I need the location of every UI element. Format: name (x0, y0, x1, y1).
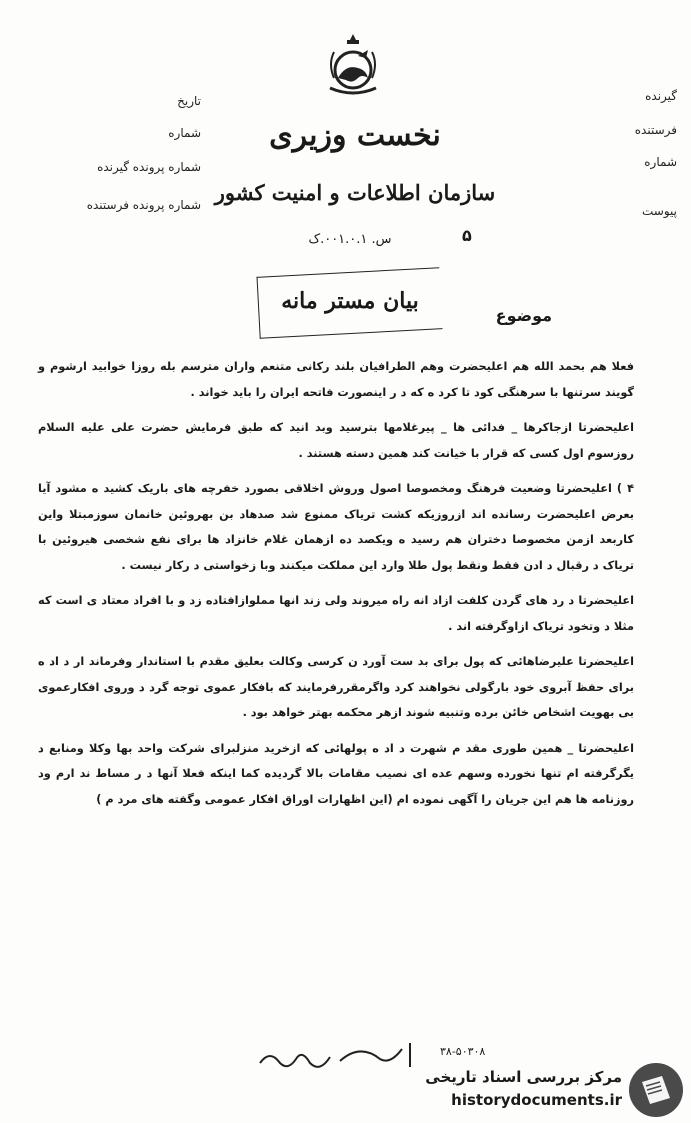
footer-number: ۳۸-۵۰۳۰۸ (440, 1045, 486, 1058)
meta-number-label-right: شماره (644, 155, 677, 169)
body-paragraph: فعلا هم بحمد الله هم اعلیحضرت وهم الطرافیان بلند رکانی متنعم واران مترسم بله روزا خوابید ارشوم و گویند سرتنها با سرهنگی کود تا کرد ه که د ر اینصورت فاتحه ایران را باید خواند . (38, 360, 634, 399)
archive-book-logo-icon (628, 1062, 684, 1118)
reference-mark: ۵ (462, 226, 472, 245)
letter-body (38, 354, 634, 822)
lion-and-sun-emblem-icon (318, 30, 388, 100)
meta-sender-file-label: شماره پرونده فرستنده (86, 198, 201, 212)
reference-number: س. ۰۰۱.۰.۱.ک (308, 232, 392, 247)
meta-receiver-file-label: شماره پرونده گیرنده (97, 160, 201, 174)
subject-label: موضوع (495, 306, 552, 325)
body-paragraph: اعلیحضرتا ازجاکرها _ فدائی ها _ پیرغلامها بترسید وبد انید که طبق فرمایش حضرت علی علیه السلام روزسوم اول کسی که قرار با خیانت کند همین دسته هستند . (38, 421, 634, 460)
brand-url: historydocuments.ir (451, 1091, 622, 1109)
subject-value: بیان مستر مانه (281, 288, 419, 314)
body-paragraph: اعلیحضرتا علیرضاهائی که پول برای بد ست آورد ن کرسی وکالت بعلیق مقدم با استاندار وفرماند ار د اد ه برای حفظ آبروی خود بارگولی نخواهند کرد واگرمقررفرمایند که بافکار عموی توجه گرد د وروی افکارعموی بی بهویت اشخاص خائن برده وتنبیه شوند ازهر محکمه بهتر خواهد بود . (38, 655, 634, 719)
body-paragraph: اعلیحضرتا د رد های گردن کلفت ازاد انه راه میروند ولی زند انها مملوازافتاده زد و با افراد معتاد ی است که مثلا د وتخود تریاک ازاوگرفته اند . (38, 594, 634, 633)
meta-date-label: تاریخ (177, 94, 201, 108)
organization-subtitle: سازمان اطلاعات و امنیت کشور (214, 180, 496, 205)
brand-block (400, 1066, 622, 1112)
meta-sender-label: فرستنده (634, 123, 677, 137)
meta-attachment-label: پیوست (642, 204, 677, 218)
meta-number-label: شماره (168, 126, 201, 140)
brand-name: مرکز بررسی اسناد تاریخی (425, 1068, 622, 1086)
body-paragraph: اعلیحضرتا _ همین طوری مقد م شهرت د اد ه پولهائی که ازخرید منزلبرای شرکت واحد بها وکلا ومنابع د یگرگرفته ام تنها نخورده وسهم عده ای نصیب مقامات بالا گردیده کما اینکه فعلا آنها د ر مساط ند ارم ود روزنامه ها هم این جریان را آگهی نموده ام (این اظهارات اوراق افکار عمومی وگفته های مرد م ) (38, 741, 634, 806)
body-paragraph: ۴ ) اعلیحضرتا وضعیت فرهنگ ومخصوصا اصول وروش اخلاقی بصورد خفرچه های باریک کشید ه مشود آیا بعرض اعلیحضرت رسانده اند ازروزیکه کشت تریاک ممنوع شد صدهاد بن بهروئین خانمان سوزمبتلا واین کاربعد ازمن مخصوصا دختران هم رسید ه ویکصد ده ازهمان غلام خانزاد ها برای نفع شخصی هیروئین با تریاک د رقبال د ادن فقط ونقط پول طلا وارد این مملکت میکنند وبا زخواستی د رکار نیست . (38, 482, 634, 572)
meta-recipient-label: گیرنده (645, 89, 677, 103)
ministry-title: نخست وزیری (269, 118, 441, 153)
